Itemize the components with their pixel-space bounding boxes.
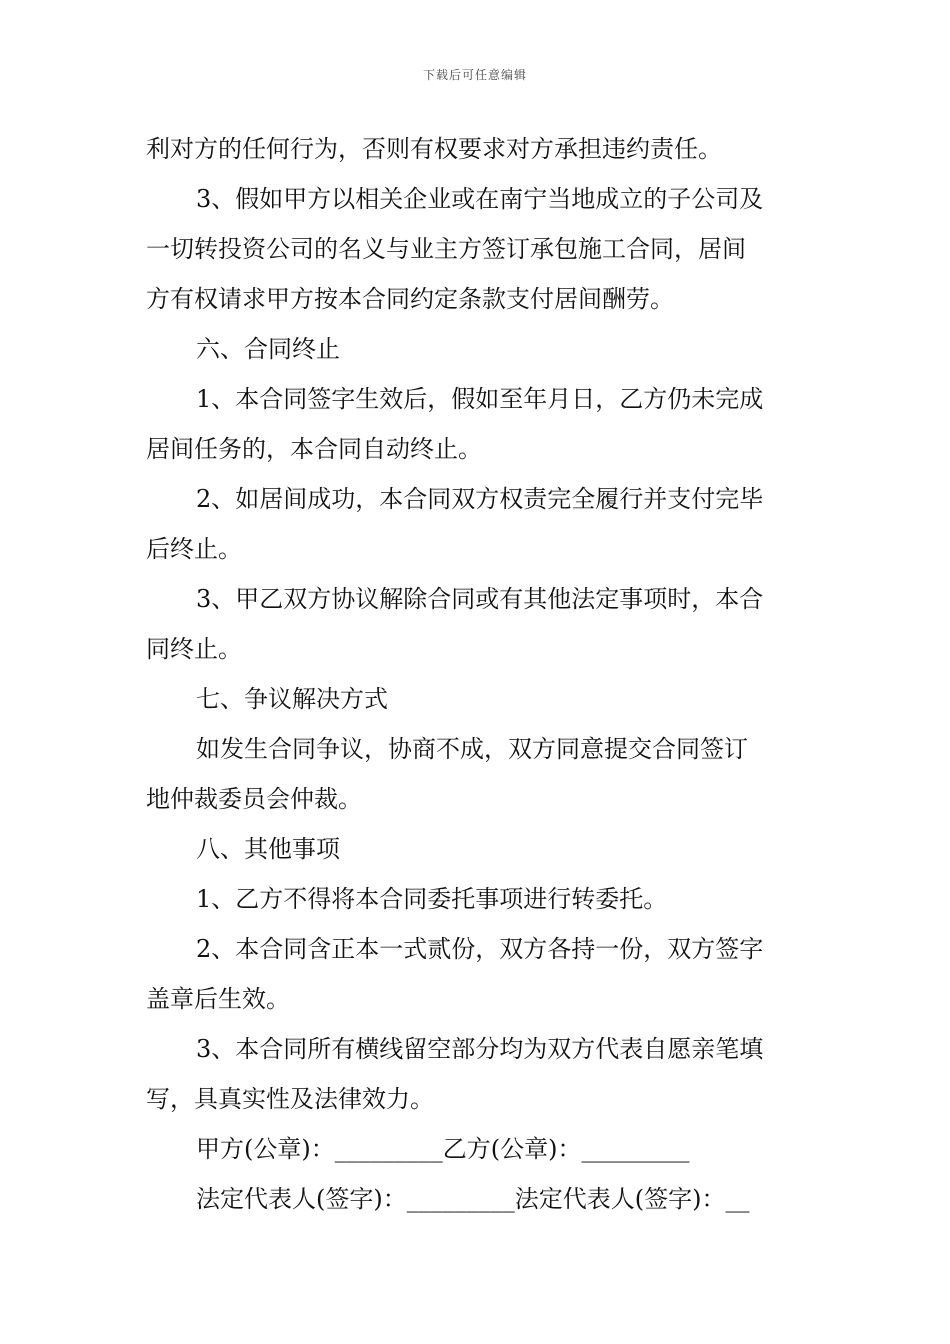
text-line: 1、本合同签字生效后，假如至年月日，乙方仍未完成 bbox=[196, 385, 764, 413]
text-line: 同终止。 bbox=[146, 635, 242, 663]
signature-line-representative: 法定代表人(签字)：_________法定代表人(签字)：__ bbox=[196, 1185, 750, 1213]
text-line: 利对方的任何行为，否则有权要求对方承担违约责任。 bbox=[146, 135, 722, 163]
text-line: 3、甲乙双方协议解除合同或有其他法定事项时，本合 bbox=[196, 585, 764, 613]
text-line: 2、本合同含正本一式贰份，双方各持一份，双方签字 bbox=[196, 935, 764, 963]
text-line: 2、如居间成功，本合同双方权责完全履行并支付完毕 bbox=[196, 485, 764, 513]
section-heading: 七、争议解决方式 bbox=[196, 685, 388, 713]
section-heading: 八、其他事项 bbox=[196, 835, 340, 863]
page-header: 下载后可任意编辑 bbox=[422, 68, 527, 82]
section-heading: 六、合同终止 bbox=[196, 335, 340, 363]
text-line: 后终止。 bbox=[146, 535, 242, 563]
text-line: 如发生合同争议，协商不成，双方同意提交合同签订 bbox=[196, 735, 748, 763]
document-body bbox=[146, 124, 810, 1224]
text-line: 写，具真实性及法律效力。 bbox=[146, 1085, 434, 1113]
text-line: 一切转投资公司的名义与业主方签订承包施工合同，居间 bbox=[146, 235, 746, 263]
text-line: 方有权请求甲方按本合同约定条款支付居间酬劳。 bbox=[146, 285, 674, 313]
text-line: 3、假如甲方以相关企业或在南宁当地成立的子公司及 bbox=[196, 185, 764, 213]
text-line: 居间任务的，本合同自动终止。 bbox=[146, 435, 482, 463]
text-line: 盖章后生效。 bbox=[146, 985, 290, 1013]
text-line: 1、乙方不得将本合同委托事项进行转委托。 bbox=[196, 885, 668, 913]
text-line: 3、本合同所有横线留空部分均为双方代表自愿亲笔填 bbox=[196, 1035, 764, 1063]
text-line: 地仲裁委员会仲裁。 bbox=[146, 785, 362, 813]
signature-line-seal: 甲方(公章)：_________乙方(公章)：_________ bbox=[196, 1135, 690, 1163]
